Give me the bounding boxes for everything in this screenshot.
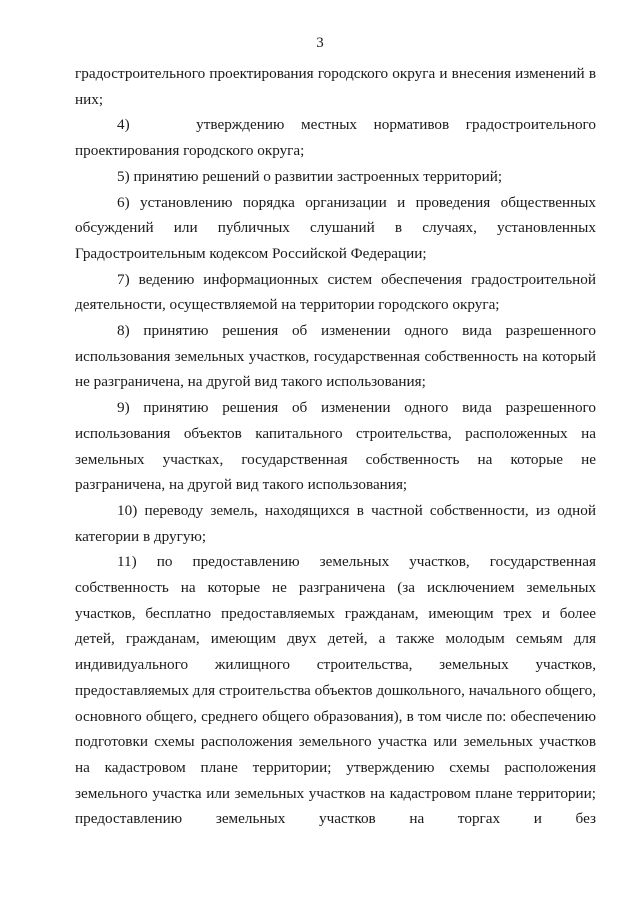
paragraph-item-5: 5) принятию решений о развитии застроенных территорий;: [117, 167, 503, 185]
paragraph-item-6: 6) установлению порядка организации и проведения общественных обсуждений или публичных слушаний в случаях, установленных Градостроительным кодексом Российской Федерации;: [75, 193, 596, 262]
paragraph-item-11: 11) по предоставлению земельных участков, государственная собственность на которые не разграничена (за исключением земельных участков, бесплатно предоставляемых гражданам, имеющим трех и более детей, гражданам, имеющим двух детей, а также молодым семьям для индивидуального жилищного строительства, земельных участков, предоставляемых для строительства объектов дошкольного, начального общего, основного общего, среднего общего образования), в том числе по: обеспечению подготовки схемы расположения земельного участка или земельных участков на кадастровом плане территории; утверждению схемы расположения земельного участка или земельных участков на кадастровом плане территории; предоставлению земельных участков на торгах и без: [75, 553, 596, 828]
paragraph-item-10: 10) переводу земель, находящихся в частной собственности, из одной категории в другую;: [75, 501, 596, 545]
paragraph-continuation: градостроительного проектирования городского округа и внесения изменений в них;: [75, 65, 596, 108]
paragraph-item-7: 7) ведению информационных систем обеспечения градостроительной деятельности, осуществляемой на территории городского округа;: [75, 270, 596, 314]
paragraph-item-9: 9) принятию решения об изменении одного вида разрешенного использования объектов капитального строительства, расположенных на земельных участках, государственная собственность на которые не разграничена, на другой вид такого использования;: [75, 399, 596, 494]
paragraph-item-4: 4) утверждению местных нормативов градостроительного проектирования городского округа;: [75, 116, 596, 160]
paragraph-item-8: 8) принятию решения об изменении одного вида разрешенного использования земельных участков, государственная собственность на который не разграничена, на другой вид такого использования;: [75, 322, 596, 391]
document-body: [75, 61, 596, 832]
page-number: 3: [316, 35, 324, 51]
